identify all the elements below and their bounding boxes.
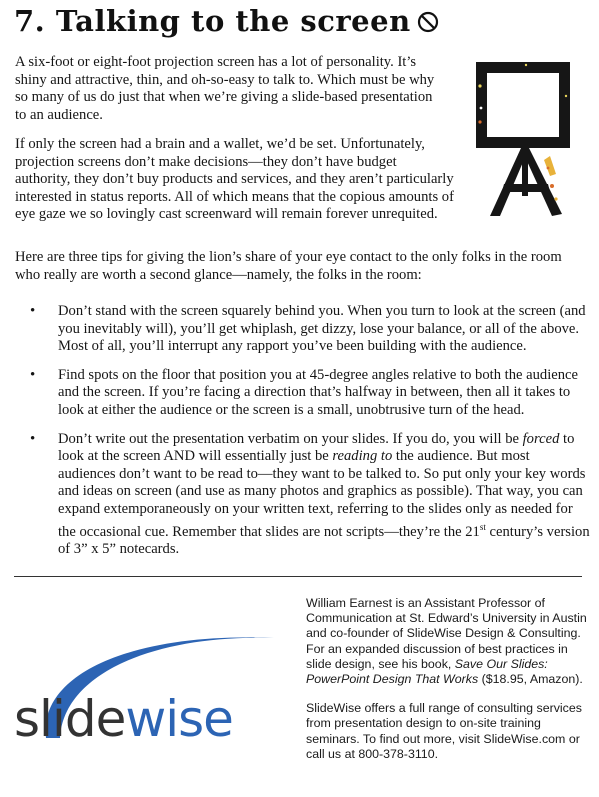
tips-list	[20, 303, 590, 570]
logo-word-wise: wise	[125, 690, 233, 748]
tip-text: Find spots on the floor that position you at 45-degree angles relative to both the audience and the screen. If you’re facing a direction that’s halfway in between, then all it takes to look at either the audience or the screen is a small, unobtrusive turn of the head.	[58, 366, 578, 418]
intro-paragraph-3: Here are three tips for giving the lion’s share of your eye contact to the only folks in the room who really are worth a second glance—namely, the folks in the room:	[15, 249, 562, 283]
tip-text-b: to look at the screen AND will essentially just be	[58, 430, 575, 465]
tip-item-2	[20, 367, 590, 420]
intro-paragraph-2: If only the screen had a brain and a wallet, we’d be set. Unfortunately, projection screens don’t make decisions—they don’t have budget authority, they don’t buy products and services, and they aren’t particularly interested in status reports. All of which means that the copious amounts of eye gaze we so lovingly cast screenward will remain forever unrequited.	[15, 136, 454, 223]
easel-screen-icon	[466, 56, 582, 228]
tip-emphasis-reading: reading to	[332, 448, 393, 465]
book-title: Save Our Slides: PowerPoint Design That Works	[306, 656, 548, 687]
tip-item-1	[20, 303, 590, 356]
bio-text-a: William Earnest is an Assistant Professor of Communication at St. Edward’s University in Austin and co-founder of SlideWise Design & Consulting. For an expanded discussion of best practices in slide design, see his book,	[306, 596, 587, 671]
intro-paragraph-1: A six-foot or eight-foot projection screen has a lot of personality. It’s shiny and attractive, thin, and oh-so-easy to talk to. Which must be why so many of us do just that when we’re giving a slide-based presentation to an audience.	[15, 54, 435, 123]
tip-superscript: st	[479, 521, 486, 532]
page-title	[14, 4, 439, 40]
tip-text: Don’t stand with the screen squarely behind you. When you turn to look at the screen (and you inevitably will), you’ll get whiplash, get dizzy, lose your balance, or all of the above. Most of all, you’ll interrupt any rapport you’ve been building with the audience.	[58, 303, 586, 355]
bio-paragraph-2: SlideWise offers a full range of consulting services from presentation design to on-site training seminars. To find out more, visit SlideWise.com or call us at 800-378-3110.	[306, 701, 582, 761]
tip-text-c: the audience. But most audiences don’t want to be read to—they want to be talked to. So put only your key words and ideas on screen (and use as many photos and graphics as possible). That way, you can expand extemporaneously on your written text, referring to the slides only as needed for the occasional cue. Remember that slides are not scripts—they’re the 21	[58, 448, 586, 540]
prohibited-icon	[417, 6, 439, 40]
section-divider	[14, 576, 582, 577]
tip-item-3	[20, 431, 590, 559]
author-bio	[306, 596, 588, 776]
title-text: 7. Talking to the screen	[14, 4, 411, 38]
bio-paragraph-1	[306, 596, 588, 687]
tip-text-d: century’s version of 3” x 5” notecards.	[58, 523, 590, 557]
bio-text-b: ($18.95, Amazon).	[478, 672, 583, 687]
logo-word-slide: slide	[14, 690, 126, 748]
tip-text-a: Don’t write out the presentation verbatim on your slides. If you do, you will be	[58, 430, 523, 447]
tip-emphasis-forced: forced	[522, 430, 560, 447]
logo-wordmark	[14, 690, 233, 748]
